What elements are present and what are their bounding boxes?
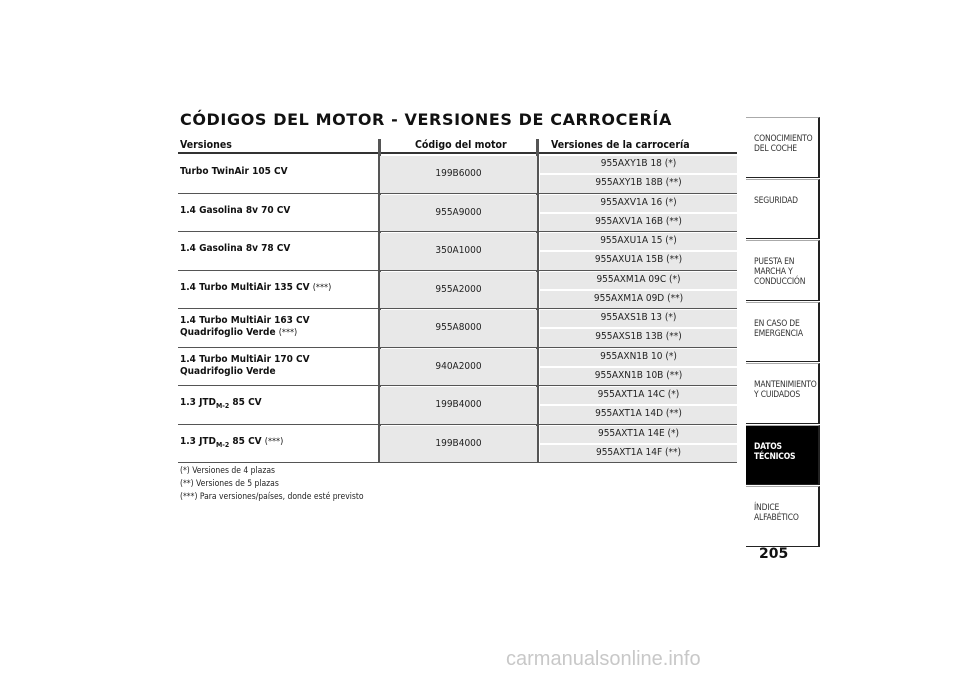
section-tab-label: MANTENIMIENTO Y CUIDADOS	[754, 380, 817, 400]
version-label	[180, 315, 310, 339]
version-subscript: M-2	[216, 402, 230, 410]
version-name: 1.4 Turbo MultiAir 135 CV	[180, 281, 310, 293]
header-versions: Versiones	[180, 139, 232, 151]
section-tab-label: ÍNDICE ALFABÉTICO	[754, 503, 799, 523]
section-tab[interactable]	[746, 117, 820, 178]
version-name-line2: Quadrifoglio Verde	[180, 365, 276, 377]
section-tab[interactable]	[746, 302, 820, 363]
body-version: 955AXY1B 18 (*)	[600, 158, 677, 169]
version-name: 1.4 Turbo MultiAir 163 CV	[180, 315, 310, 326]
version-note: (***)	[264, 436, 284, 447]
footnote: (*) Versiones de 4 plazas	[180, 466, 276, 476]
page-title: CÓDIGOS DEL MOTOR - VERSIONES DE CARROCERÍA	[180, 110, 672, 129]
body-version: 955AXN1B 10 (*)	[600, 350, 677, 362]
version-note: (***)	[278, 328, 298, 338]
row-rule	[178, 231, 737, 232]
engine-code: 955A9000	[435, 206, 482, 218]
section-tab[interactable]	[746, 240, 820, 301]
section-tab[interactable]	[746, 486, 820, 547]
row-rule	[178, 424, 737, 425]
footnote: (**) Versiones de 5 plazas	[180, 479, 279, 489]
body-version: 955AXT1A 14D (**)	[595, 408, 682, 420]
engine-code: 199B4000	[435, 437, 482, 449]
engine-code: 199B6000	[435, 168, 482, 180]
version-name-tail: 85 CV	[229, 397, 262, 408]
body-version: 955AXV1A 16B (**)	[595, 215, 682, 227]
body-version: 955AXS1B 13 (*)	[600, 312, 677, 323]
engine-code: 940A2000	[435, 360, 482, 372]
version-note: (***)	[312, 282, 332, 293]
version-name: 1.4 Gasolina 8v 78 CV	[180, 243, 291, 254]
page-number: 205	[759, 546, 789, 562]
row-rule	[178, 270, 737, 271]
watermark: carmanualsonline.info	[506, 648, 701, 670]
row-rule	[178, 347, 737, 348]
body-version: 955AXM1A 09D (**)	[593, 292, 684, 304]
body-version: 955AXM1A 09C (*)	[596, 273, 681, 285]
header-engine-code: Código del motor	[415, 139, 507, 151]
version-name-line2: Quadrifoglio Verde	[180, 327, 276, 338]
header-body-versions: Versiones de la carrocería	[551, 139, 690, 151]
body-version: 955AXS1B 13B (**)	[595, 331, 682, 343]
row-rule	[178, 308, 737, 309]
version-label	[180, 205, 290, 217]
body-version: 955AXT1A 14F (**)	[595, 446, 682, 458]
engine-code: 199B4000	[435, 399, 482, 411]
section-tab-label: EN CASO DE EMERGENCIA	[754, 318, 803, 339]
body-version: 955AXT1A 14E (*)	[597, 427, 680, 439]
body-version: 955AXN1B 10B (**)	[594, 369, 683, 381]
section-tab[interactable]	[746, 425, 820, 486]
version-label	[180, 436, 283, 451]
version-name: 1.3 JTD	[180, 397, 217, 408]
version-label	[180, 397, 262, 412]
engine-code: 350A1000	[435, 245, 482, 257]
engine-code: 955A8000	[435, 322, 482, 334]
body-version: 955AXT1A 14C (*)	[597, 389, 680, 400]
body-version: 955AXU1A 15 (*)	[600, 235, 677, 246]
section-tab[interactable]	[746, 363, 820, 424]
footnote: (***) Para versiones/países, donde esté previsto	[180, 492, 364, 502]
section-tab-label: CONOCIMIENTO DEL COCHE	[754, 134, 813, 154]
header-rule	[178, 152, 737, 154]
version-name: 1.4 Gasolina 8v 70 CV	[180, 204, 291, 216]
version-label	[180, 282, 331, 294]
version-label	[180, 166, 288, 178]
section-tab-label: SEGURIDAD	[754, 195, 798, 206]
section-tab-label: PUESTA EN MARCHA Y CONDUCCIÓN	[754, 257, 806, 287]
version-label	[180, 243, 290, 255]
version-name: 1.3 JTD	[180, 435, 217, 447]
body-version: 955AXY1B 18B (**)	[595, 177, 682, 189]
engine-code: 955A2000	[435, 283, 482, 295]
version-label	[180, 354, 310, 378]
body-version: 955AXV1A 16 (*)	[600, 196, 677, 208]
version-name: Turbo TwinAir 105 CV	[180, 166, 288, 177]
section-tab-label: DATOS TÉCNICOS	[754, 441, 796, 462]
version-name: 1.4 Turbo MultiAir 170 CV	[180, 353, 310, 365]
version-subscript: M-2	[216, 440, 230, 449]
row-rule	[178, 462, 737, 463]
version-name-tail: 85 CV	[229, 435, 262, 447]
section-tab[interactable]	[746, 179, 820, 240]
row-rule	[178, 385, 737, 386]
row-rule	[178, 193, 737, 194]
body-version: 955AXU1A 15B (**)	[594, 254, 683, 266]
